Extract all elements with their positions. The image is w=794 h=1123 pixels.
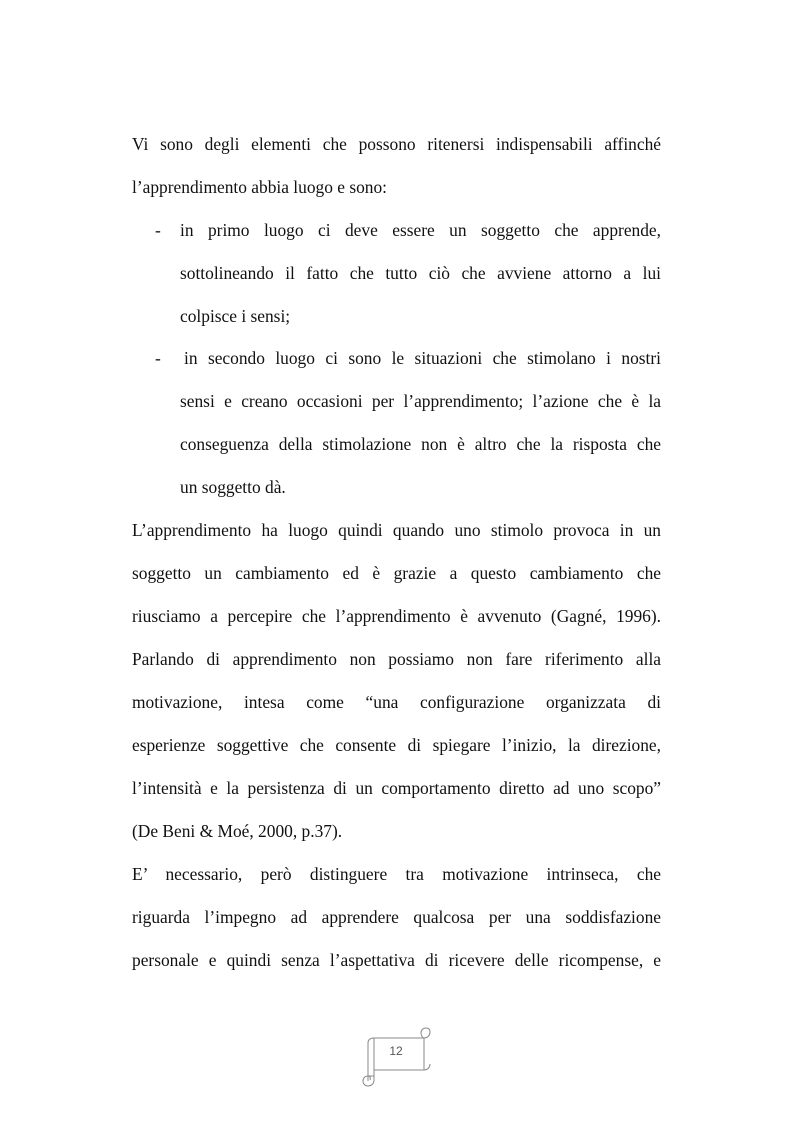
list-item2-line: in secondo luogo ci sono le situazioni che stimolano i nostri (184, 348, 661, 368)
page-number: 12 (389, 1044, 403, 1058)
paragraph3-line: motivazione, intesa come “una configurazione organizzata di (132, 692, 661, 712)
list-item1-line: sottolineando il fatto che tutto ciò che avviene attorno a lui (180, 263, 661, 283)
list-bullet: - (155, 348, 161, 368)
list-item2-line: sensi e creano occasioni per l’apprendimento; l’azione che è la (180, 391, 661, 411)
paragraph4-line: E’ necessario, però distinguere tra motivazione intrinseca, che (132, 864, 661, 884)
paragraph2-line: riusciamo a percepire che l’apprendimento è avvenuto (Gagné, 1996). (132, 606, 661, 626)
paragraph1-line: Vi sono degli elementi che possono ritenersi indispensabili affinché (132, 134, 661, 154)
paragraph3-line: Parlando di apprendimento non possiamo non fare riferimento alla (132, 649, 661, 669)
paragraph2-line: L’apprendimento ha luogo quindi quando uno stimolo provoca in un (132, 520, 661, 540)
list-item1-line: colpisce i sensi; (180, 306, 291, 326)
paragraph1-line: l’apprendimento abbia luogo e sono: (132, 177, 388, 197)
list-item1-line: in primo luogo ci deve essere un soggetto che apprende, (180, 220, 661, 240)
paragraph3-line: l’intensità e la persistenza di un comportamento diretto ad uno scopo” (132, 778, 661, 798)
paragraph4-line: riguarda l’impegno ad apprendere qualcosa per una soddisfazione (132, 907, 661, 927)
list-item2-line: un soggetto dà. (180, 477, 286, 497)
list-item2-line: conseguenza della stimolazione non è altro che la risposta che (180, 434, 661, 454)
paragraph3-line: esperienze soggettive che consente di spiegare l’inizio, la direzione, (132, 735, 661, 755)
paragraph2-line: soggetto un cambiamento ed è grazie a questo cambiamento che (132, 563, 661, 583)
page-number-footer (358, 1026, 434, 1088)
paragraph4-line: personale e quindi senza l’aspettativa di ricevere delle ricompense, e (132, 950, 661, 970)
paragraph3-line: (De Beni & Moé, 2000, p.37). (132, 821, 343, 841)
list-bullet: - (155, 220, 161, 240)
